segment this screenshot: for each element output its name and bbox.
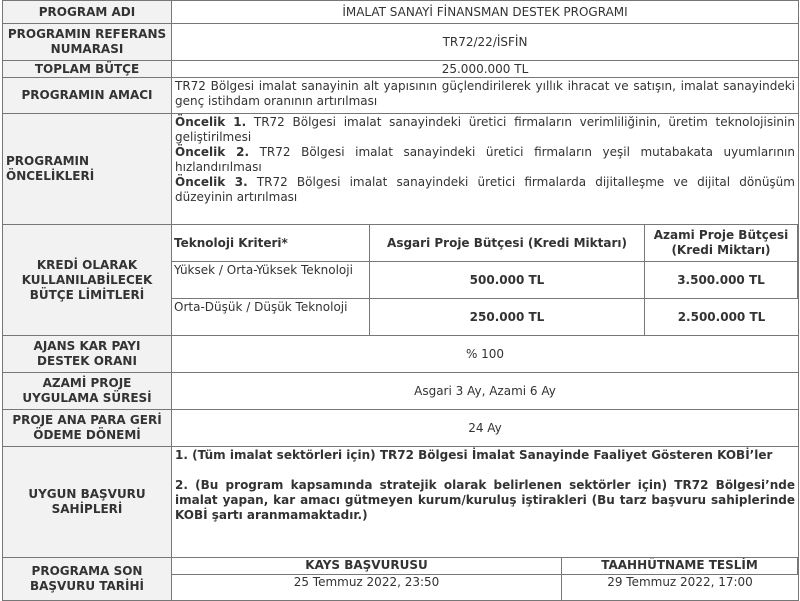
oncelik-text: TR72 Bölgesi imalat sanayindeki üretici firmaların yeşil mutabakata uyumlarının hızlandırılması	[175, 145, 795, 174]
basvuru-sahipleri-label: UYGUN BAŞVURU SAHİPLERİ	[3, 447, 172, 558]
oncelik-text: TR72 Bölgesi imalat sanayindeki üretici firmaların verimliliğinin, üretim teknolojisinin geliştirilmesi	[175, 115, 795, 144]
son-tarih-label: PROGRAMA SON BAŞVURU TARİHİ	[3, 558, 172, 601]
oncelik-text: TR72 Bölgesi imalat sanayindeki üretici firmalarda dijitalleşme ve dijital dönüşüm düzeyinin artırılması	[175, 175, 795, 204]
kredi-row-kriter: Yüksek / Orta-Yüksek Teknoloji	[172, 262, 370, 299]
geri-odeme-value: 24 Ay	[172, 410, 799, 447]
oncelik-item	[175, 175, 795, 205]
amac-value: TR72 Bölgesi imalat sanayinin alt yapısının güçlendirilerek yıllık ihracat ve satışın, imalat sanayindeki genç istihdam oranının artırılması	[172, 78, 799, 114]
son-tarih-subtable	[172, 558, 799, 601]
oncelikler-label: PROGRAMIN ÖNCELİKLERİ	[3, 114, 172, 225]
sure-value: Asgari 3 Ay, Azami 6 Ay	[172, 373, 799, 410]
oncelik-title: Öncelik 2.	[175, 145, 250, 159]
basvuru-item: 2. (Bu program kapsamında stratejik olarak belirlenen sektörler için) TR72 Bölgesi’nde imalat yapan, kar amacı gütmeyen kurum/kuruluş iştirakleri (Bu tarz başvuru sahiplerinde KOBİ şartı aranmamaktadır.)	[175, 478, 795, 522]
basvuru-sahipleri-list	[172, 447, 799, 558]
basvuru-item: 1. (Tüm imalat sektörleri için) TR72 Bölgesi İmalat Sanayinde Faaliyet Gösteren KOBİ’ler	[175, 448, 773, 462]
kredi-header-asgari: Asgari Proje Bütçesi (Kredi Miktarı)	[370, 225, 645, 262]
kays-value: 25 Temmuz 2022, 23:50	[172, 575, 562, 600]
kredi-label: KREDİ OLARAK KULLANILABİLECEK BÜTÇE LİMİTLERİ	[3, 225, 172, 336]
oncelik-title: Öncelik 1.	[175, 115, 247, 129]
program-adi-value: İMALAT SANAYİ FİNANSMAN DESTEK PROGRAMI	[172, 1, 799, 24]
referans-value: TR72/22/İSFİN	[172, 24, 799, 61]
sure-label: AZAMİ PROJE UYGULAMA SÜRESİ	[3, 373, 172, 410]
oncelik-title: Öncelik 3.	[175, 175, 248, 189]
taahhut-value: 29 Temmuz 2022, 17:00	[607, 575, 753, 589]
program-info-table	[2, 0, 799, 601]
program-adi-label: PROGRAM ADI	[3, 1, 172, 24]
kredi-row-azami: 3.500.000 TL	[645, 262, 798, 299]
kredi-row-asgari: 500.000 TL	[370, 262, 645, 299]
taahhut-label: TAAHHÜTNAME TESLİM	[562, 558, 798, 575]
referans-label: PROGRAMIN REFERANS NUMARASI	[3, 24, 172, 61]
butce-label: TOPLAM BÜTÇE	[3, 61, 172, 78]
kredi-header-azami: Azami Proje Bütçesi (Kredi Miktarı)	[645, 225, 798, 262]
oncelik-item	[175, 115, 795, 145]
geri-odeme-label: PROJE ANA PARA GERİ ÖDEME DÖNEMİ	[3, 410, 172, 447]
kredi-row-azami: 2.500.000 TL	[677, 310, 766, 324]
butce-value: 25.000.000 TL	[172, 61, 799, 78]
kays-label: KAYS BAŞVURUSU	[172, 558, 562, 575]
kredi-row-kriter: Orta-Düşük / Düşük Teknoloji	[172, 299, 370, 336]
oncelikler-list	[172, 114, 799, 225]
amac-label: PROGRAMIN AMACI	[3, 78, 172, 114]
kredi-row-asgari: 250.000 TL	[370, 299, 645, 336]
oncelik-item	[175, 145, 795, 175]
kredi-header-kriter: Teknoloji Kriteri*	[172, 225, 370, 262]
kredi-subtable	[172, 225, 799, 336]
kar-payi-label: AJANS KAR PAYI DESTEK ORANI	[3, 336, 172, 373]
kar-payi-value: % 100	[172, 336, 799, 373]
